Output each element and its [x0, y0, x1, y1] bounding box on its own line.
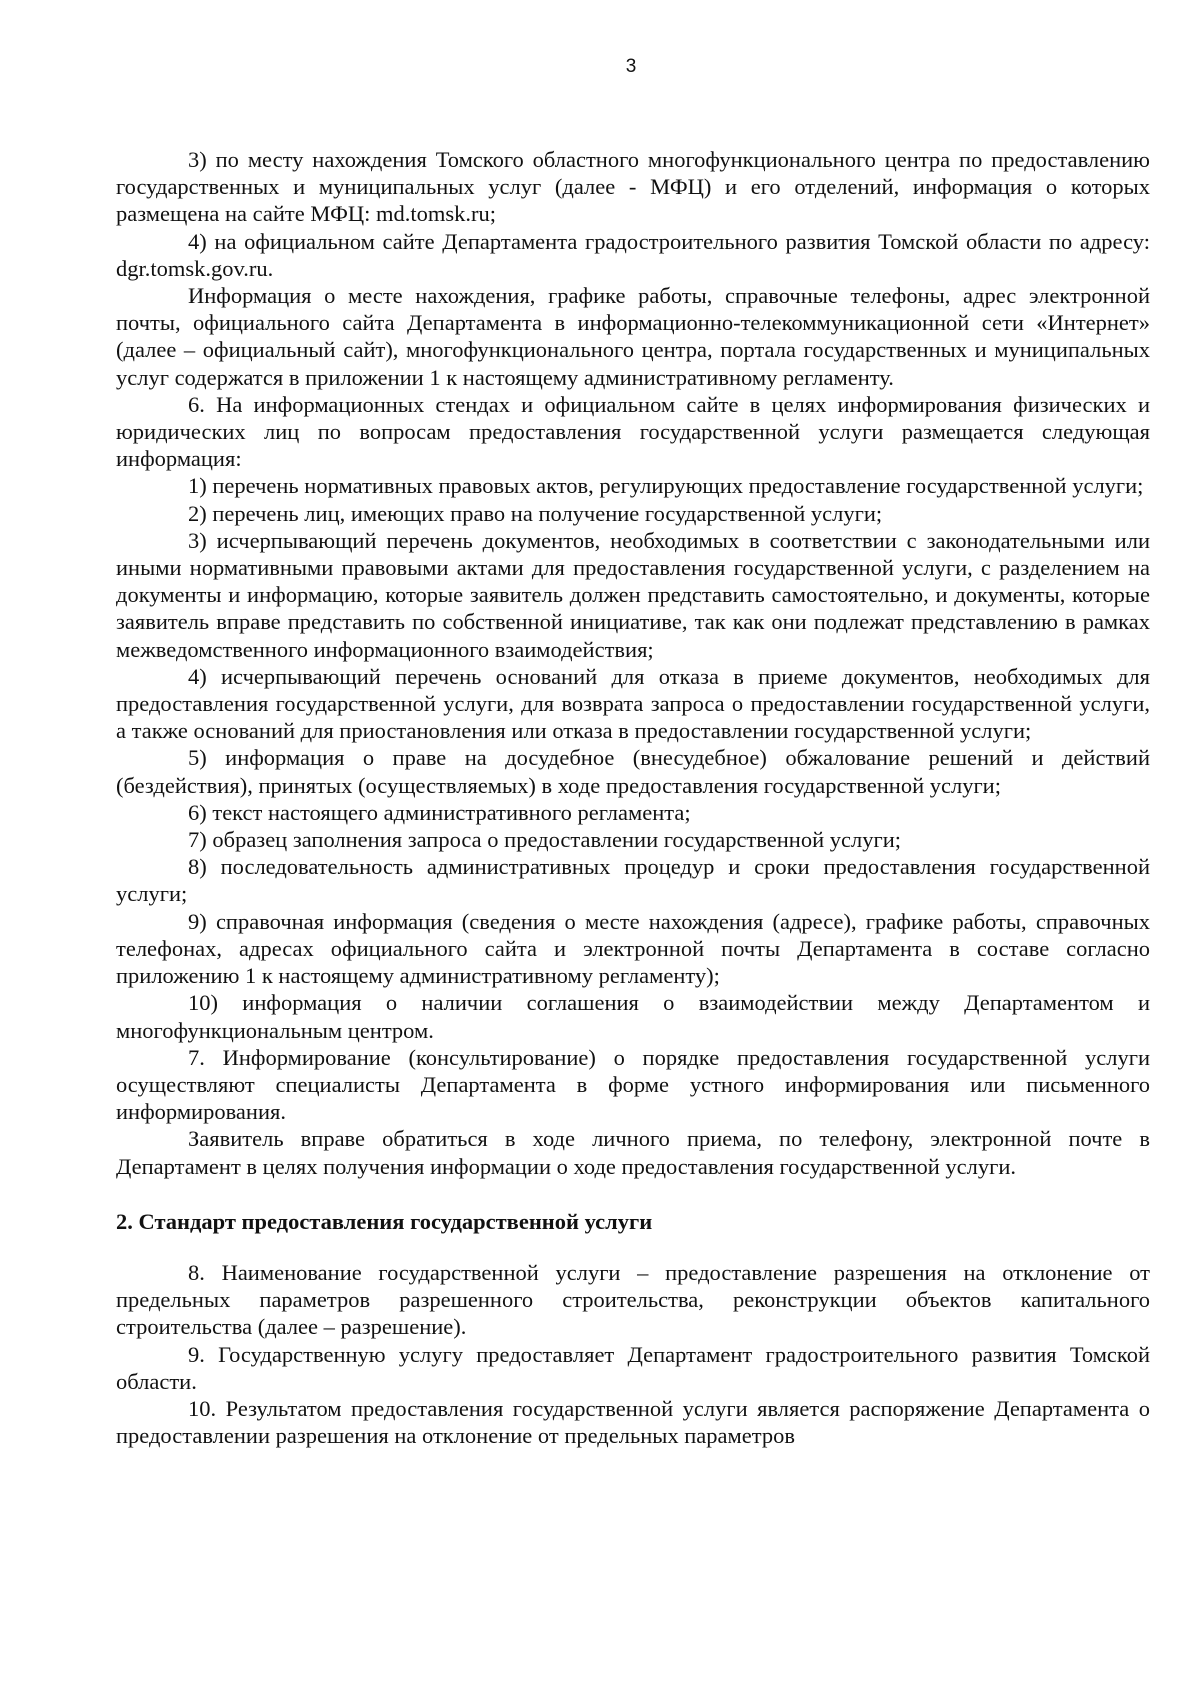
- list-item: 8) последовательность административных процедур и сроки предоставления государственной услуги;: [116, 854, 1150, 907]
- paragraph: Информация о месте нахождения, графике работы, справочные телефоны, адрес электронной почты, официального сайта Департамента в информационно-телекоммуникационной сети «Интернет» (далее – официальный сайт), многофункционального центра, портала государственных и муниципальных услуг содержатся в приложении 1 к настоящему административному регламенту.: [116, 283, 1150, 390]
- paragraph: 9. Государственную услугу предоставляет Департамент градостроительного развития Томской области.: [116, 1341, 1150, 1394]
- list-item: 7) образец заполнения запроса о предоставлении государственной услуги;: [188, 827, 901, 853]
- section-heading: 2. Стандарт предоставления государственной услуги: [116, 1208, 653, 1234]
- list-item: 1) перечень нормативных правовых актов, регулирующих предоставление государственной услуги;: [188, 473, 1144, 499]
- list-item: 5) информация о праве на досудебное (внесудебное) обжалование решений и действий (бездействия), принятых (осуществляемых) в ходе предоставления государственной услуги;: [116, 745, 1150, 798]
- paragraph: 3) по месту нахождения Томского областного многофункционального центра по предоставлению государственных и муниципальных услуг (далее - МФЦ) и его отделений, информация о которых размещена на сайте МФЦ: md.tomsk.ru;: [116, 147, 1150, 227]
- list-item: 4) исчерпывающий перечень оснований для отказа в приеме документов, необходимых для предоставления государственной услуги, для возврата запроса о предоставлении государственной услуги, а также оснований для приостановления или отказа в предоставлении государственной услуги;: [116, 663, 1150, 744]
- list-item: 6) текст настоящего административного регламента;: [188, 799, 691, 825]
- page-number: 3: [625, 56, 637, 77]
- paragraph: 6. На информационных стендах и официальном сайте в целях информирования физических и юридических лиц по вопросам предоставления государственной услуги размещается следующая информация:: [116, 391, 1150, 472]
- paragraph: Заявитель вправе обратиться в ходе личного приема, по телефону, электронной почте в Департамент в целях получения информации о ходе предоставления государственной услуги.: [116, 1126, 1150, 1179]
- paragraph: 7. Информирование (консультирование) о порядке предоставления государственной услуги осуществляют специалисты Департамента в форме устного информирования или письменного информирования.: [116, 1044, 1150, 1125]
- paragraph: 8. Наименование государственной услуги – предоставление разрешения на отклонение от предельных параметров разрешенного строительства, реконструкции объектов капитального строительства (далее – разрешение).: [116, 1259, 1150, 1340]
- document-body: [116, 146, 1150, 1449]
- paragraph: 4) на официальном сайте Департамента градостроительного развития Томской области по адресу: dgr.tomsk.gov.ru.: [116, 228, 1150, 281]
- list-item: 9) справочная информация (сведения о месте нахождения (адресе), графике работы, справочных телефонах, адресах официального сайта и электронной почты Департамента в составе согласно приложению 1 к настоящему административному регламенту);: [116, 908, 1150, 989]
- list-item: 10) информация о наличии соглашения о взаимодействии между Департаментом и многофункциональным центром.: [116, 990, 1150, 1043]
- list-item: 3) исчерпывающий перечень документов, необходимых в соответствии с законодательными или иными нормативными правовыми актами для предоставления государственной услуги, с разделением на документы и информацию, которые заявитель должен представить самостоятельно, и документы, которые заявитель вправе представить по собственной инициативе, так как они подлежат представлению в рамках межведомственного информационного взаимодействия;: [116, 527, 1150, 662]
- list-item: 2) перечень лиц, имеющих право на получение государственной услуги;: [188, 500, 883, 526]
- paragraph: 10. Результатом предоставления государственной услуги является распоряжение Департамента о предоставлении разрешения на отклонение от предельных параметров: [116, 1395, 1150, 1449]
